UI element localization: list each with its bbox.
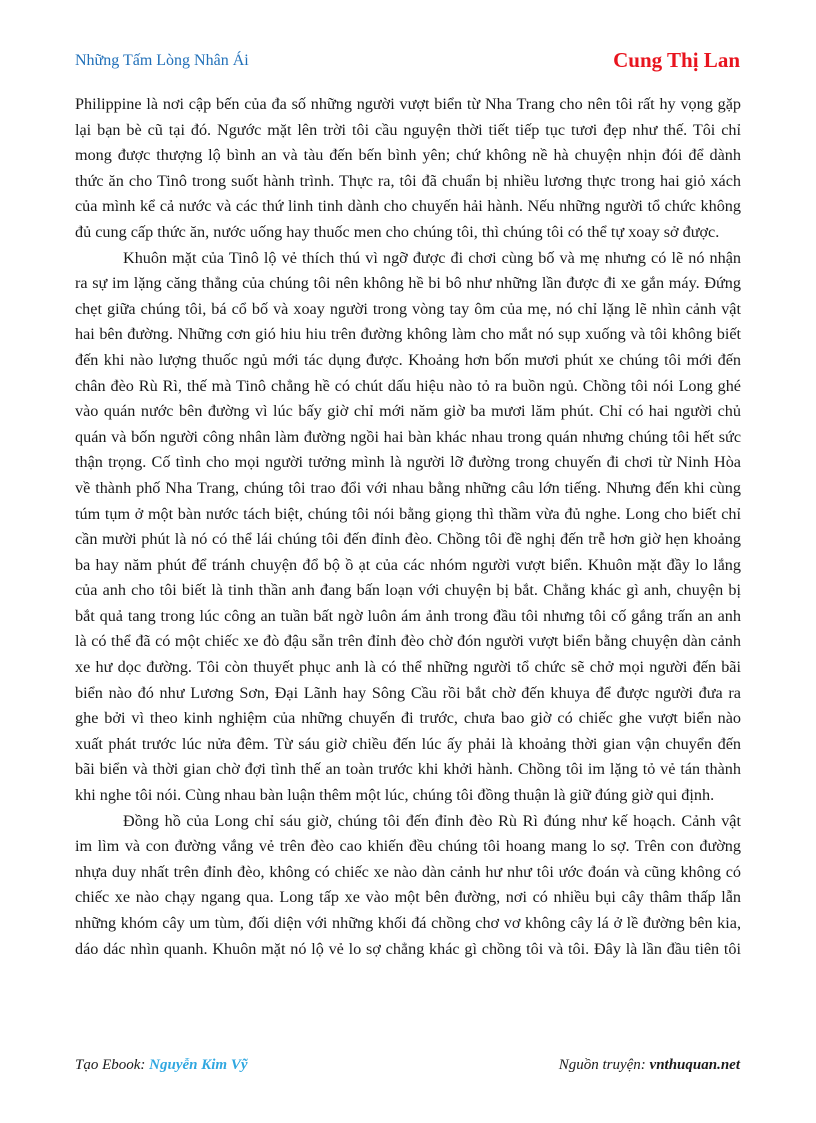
source-separator: : [640, 1057, 650, 1073]
text-line: của mình kể cả nước và các thứ linh tinh dành cho chuyến hải hành. Nếu những người tổ chức không [75, 197, 741, 216]
text-line: mong được thượng lộ bình an và tàu đến bến bình yên; chứ không nề hà chuyện nhịn đói để dành [75, 146, 741, 165]
ebook-author: Nguyễn Kim Vỹ [149, 1057, 248, 1073]
paragraph-2 [75, 246, 741, 809]
text-line: Khuôn mặt của Tinô lộ vẻ thích thú vì ngỡ được đi chơi cùng bố và mẹ nhưng có lẽ nó nhận [123, 248, 741, 267]
text-line: vào quán nước bên đường vì lúc bấy giờ chỉ mới năm giờ ba mươi lăm phút. Chỉ có hai người chủ [75, 402, 741, 421]
text-line: nhựa duy nhất trên đỉnh đèo, không có chiếc xe nào dàn cảnh hư như tôi ước đoán và cũng không có [75, 862, 741, 881]
text-line: đủ cung cấp thức ăn, nước uống hay thuốc men cho chúng tôi, thì chúng tôi có thể tự xoay sở được. [75, 222, 720, 241]
body-text [75, 92, 741, 962]
text-line: ba hay năm phút để tránh chuyện đổ bộ ồ ạt của các nhóm người vượt biển. Khuôn mặt đầy lo lắng [75, 555, 741, 574]
text-line: ra sự im lặng căng thẳng của chúng tôi nên không hề bi bô như những lần được đi xe gắn máy. Đứng [75, 274, 741, 293]
text-line: túm tụm ở một bàn nước tách biệt, chúng tôi nói bằng giọng thì thầm vừa đủ nghe. Long cho biết chỉ [75, 504, 741, 523]
text-line: đến khi nào lượng thuốc ngủ mới tác dụng được. Khoảng hơn bốn mươi phút xe chúng tôi mới đến [75, 350, 741, 369]
ebook-label: Tạo Ebook [75, 1057, 141, 1073]
text-line: khi nghe tôi nói. Cùng nhau bàn luận thêm một lúc, chúng tôi đồng thuận là giữ đúng giờ qui định. [75, 786, 715, 805]
text-line: Đồng hồ của Long chỉ sáu giờ, chúng tôi đến đỉnh đèo Rù Rì đúng như kế hoạch. Cảnh vật [123, 811, 741, 830]
text-line: Philippine là nơi cập bến của đa số những người vượt biển từ Nha Trang cho nên tôi rất hy vọng gặp [75, 95, 741, 113]
text-line: lại bạn bè cũ tại đó. Ngước mặt lên trời tôi cầu nguyện thời tiết tiếp tục tươi đẹp như thế. Tôi chỉ [75, 120, 741, 139]
text-line: chiếc xe nào chạy ngang qua. Long tấp xe vào một bên đường, nơi có nhiều bụi cây thâm thấp lẫn [75, 888, 741, 907]
ebook-credit [75, 1057, 248, 1074]
text-line: dáo dác nhìn quanh. Khuôn mặt nó lộ vẻ lo sợ chẳng khác gì chồng tôi và tôi. Đây là lần đầu tiên tôi [75, 939, 741, 958]
text-line: cần mười phút là nó có thể lái chúng tôi đến đỉnh đèo. Chồng tôi đề nghị đến trễ hơn giờ hẹn khoảng [75, 530, 741, 549]
text-line: chẹt giữa chúng tôi, bá cổ bố và xoay người trong vòng tay ôm của mẹ, nó chỉ lặng lẽ nhìn cảnh vật [75, 299, 741, 318]
text-line: những khóm cây um tùm, đối diện với những khối đá chồng chơ vơ không cây lá ở lề đường bên kia, [75, 914, 741, 932]
book-title: Những Tấm Lòng Nhân Ái [75, 52, 249, 69]
author-name: Cung Thị Lan [613, 48, 740, 72]
paragraph-3 [75, 809, 741, 963]
text-line: quán và bốn người công nhân làm đường ngồi hai bàn khác nhau trong quán nhưng chúng tôi hết sức [75, 427, 741, 446]
ebook-separator: : [140, 1057, 150, 1073]
text-line: ghe bởi vì theo kinh nghiệm của những chuyến đi trước, chưa bao giờ có chiếc ghe vượt biển nào [75, 709, 741, 728]
text-line: hai bên đường. Những cơn gió hiu hiu trên đường không làm cho mắt nó sụp xuống và tôi không biết [75, 325, 741, 344]
source-site: vnthuquan.net [649, 1057, 740, 1073]
text-line: chân đèo Rù Rì, thế mà Tinô chẳng hề có chút dấu hiệu nào tỏ ra buồn ngủ. Chồng tôi nói Long ghé [75, 376, 741, 395]
text-line: thức ăn cho Tinô trong suốt hành trình. Thực ra, tôi đã chuẩn bị nhiều lương thực trong hai giỏ xách [75, 171, 741, 190]
text-line: biển nào đó như Lương Sơn, Đại Lãnh hay Sông Cầu rồi bắt chờ đến khuya để được người đưa ra [75, 683, 741, 702]
source-credit [559, 1057, 740, 1074]
text-line: xe hư dọc đường. Tôi còn thuyết phục anh là có thể những người tổ chức sẽ chở mọi người đến bãi [75, 658, 741, 677]
text-line: xuất phát trước lúc nửa đêm. Từ sáu giờ chiều đến lúc ấy phải là khoảng thời gian vận chuyển đến [75, 734, 741, 753]
source-label: Nguồn truyện [558, 1057, 641, 1073]
text-line: thận trọng. Cố tình cho mọi người tưởng mình là người lỡ đường trong chuyến đi chơi từ Ninh Hòa [75, 453, 741, 472]
text-line: của anh cho tôi biết là tinh thần anh đang bấn loạn với chuyện bị bắt. Chẳng khác gì anh, chuyện bị [75, 581, 741, 600]
text-line: im lìm và con đường vắng vẻ trên đèo cao khiến đều chúng tôi hoang mang lo sợ. Trên con đường [75, 837, 741, 856]
text-line: bãi biển và thời gian chờ đợi tình thế an toàn trước khi khởi hành. Chồng tôi im lặng tỏ vẻ tán thành [75, 760, 741, 779]
paragraph-1 [75, 92, 741, 246]
text-line: bắt quả tang trong lúc công an tuần bất ngờ luôn ám ảnh trong đầu tôi nhưng tôi cố gắng trấn an anh [75, 606, 741, 625]
text-line: là có thể đã có một chiếc xe đò đậu sẵn trên đỉnh đèo chờ đón người vượt biển bằng chuyện dàn cảnh [75, 632, 741, 651]
text-line: về thành phố Nha Trang, chúng tôi trao đổi với nhau bằng những câu lớn tiếng. Nhưng đến khi cùng [75, 478, 741, 497]
